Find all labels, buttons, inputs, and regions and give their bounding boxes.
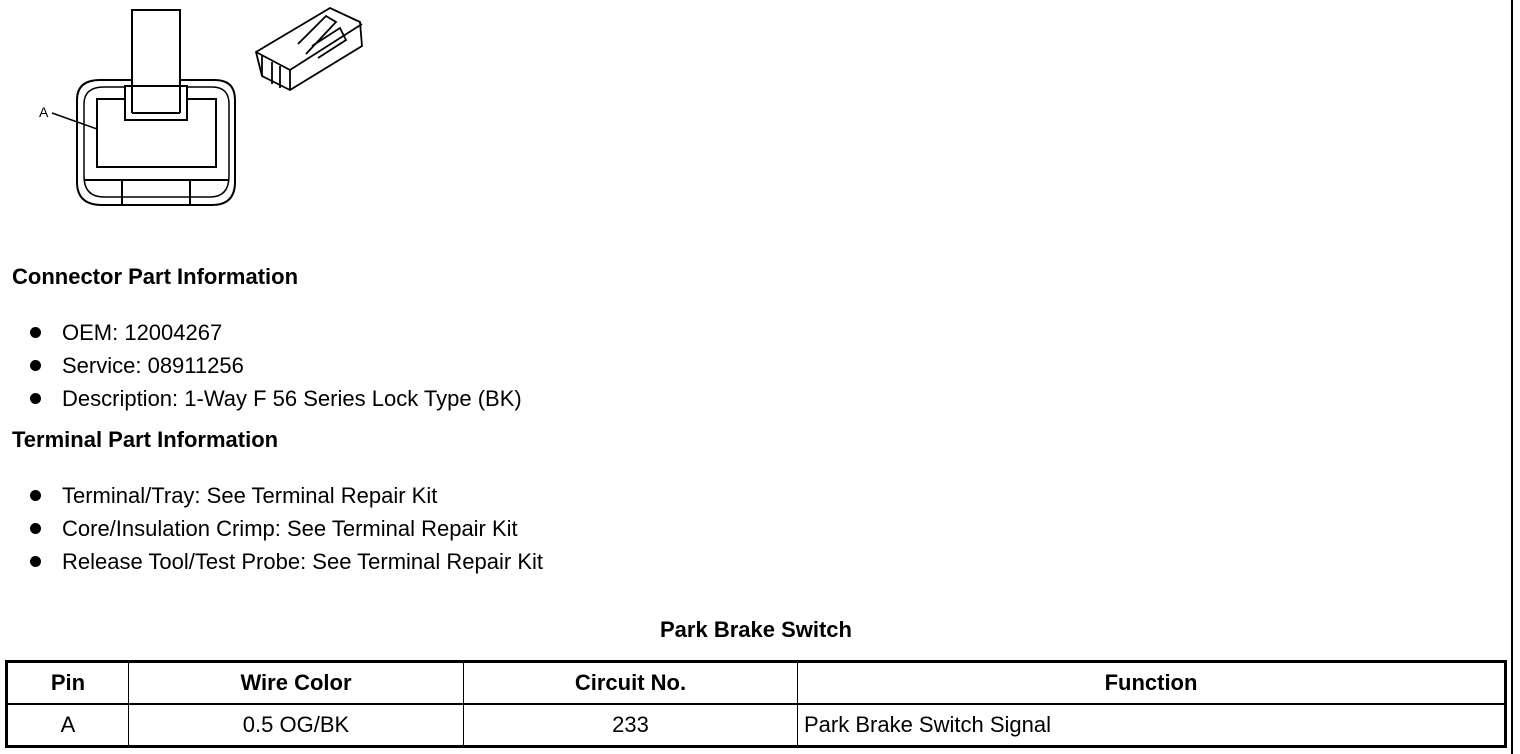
bullet-icon [30, 490, 41, 501]
cell-circuit-no: 233 [464, 704, 798, 747]
cell-wire-color: 0.5 OG/BK [129, 704, 464, 747]
crimp-info: Core/Insulation Crimp: See Terminal Repair Kit [62, 516, 518, 541]
terminal-info-heading: Terminal Part Information [12, 427, 279, 452]
pin-a-callout [39, 104, 97, 129]
table-row [7, 704, 1506, 747]
release-tool-info: Release Tool/Test Probe: See Terminal Repair Kit [62, 549, 543, 574]
bullet-icon [30, 327, 41, 338]
list-item [30, 512, 543, 545]
service-part-number: Service: 08911256 [62, 353, 244, 378]
oem-part-number: OEM: 12004267 [62, 320, 223, 345]
bullet-icon [30, 556, 41, 567]
pin-table [5, 660, 1507, 748]
list-item [30, 382, 522, 415]
terminal-info-list [30, 479, 543, 578]
connector-info-list [30, 316, 522, 415]
pin-a-label: A [39, 104, 49, 120]
list-item [30, 545, 543, 578]
column-header-function: Function [798, 662, 1506, 705]
list-item [30, 349, 522, 382]
terminal-illustration [256, 8, 362, 90]
list-item [30, 479, 543, 512]
list-item [30, 316, 522, 349]
cell-function: Park Brake Switch Signal [798, 704, 1506, 747]
table-header-row [7, 662, 1506, 705]
column-header-pin: Pin [7, 662, 129, 705]
connector-description: Description: 1-Way F 56 Series Lock Type (BK) [62, 386, 522, 411]
connector-diagram [0, 0, 380, 215]
pin-table-title: Park Brake Switch [660, 617, 852, 642]
bullet-icon [30, 360, 41, 371]
connector-face-illustration [77, 10, 235, 205]
column-header-wire-color: Wire Color [129, 662, 464, 705]
terminal-tray-info: Terminal/Tray: See Terminal Repair Kit [62, 483, 438, 508]
bullet-icon [30, 393, 41, 404]
cell-pin: A [7, 704, 129, 747]
connector-info-heading: Connector Part Information [12, 264, 299, 289]
column-header-circuit-no: Circuit No. [464, 662, 798, 705]
bullet-icon [30, 523, 41, 534]
